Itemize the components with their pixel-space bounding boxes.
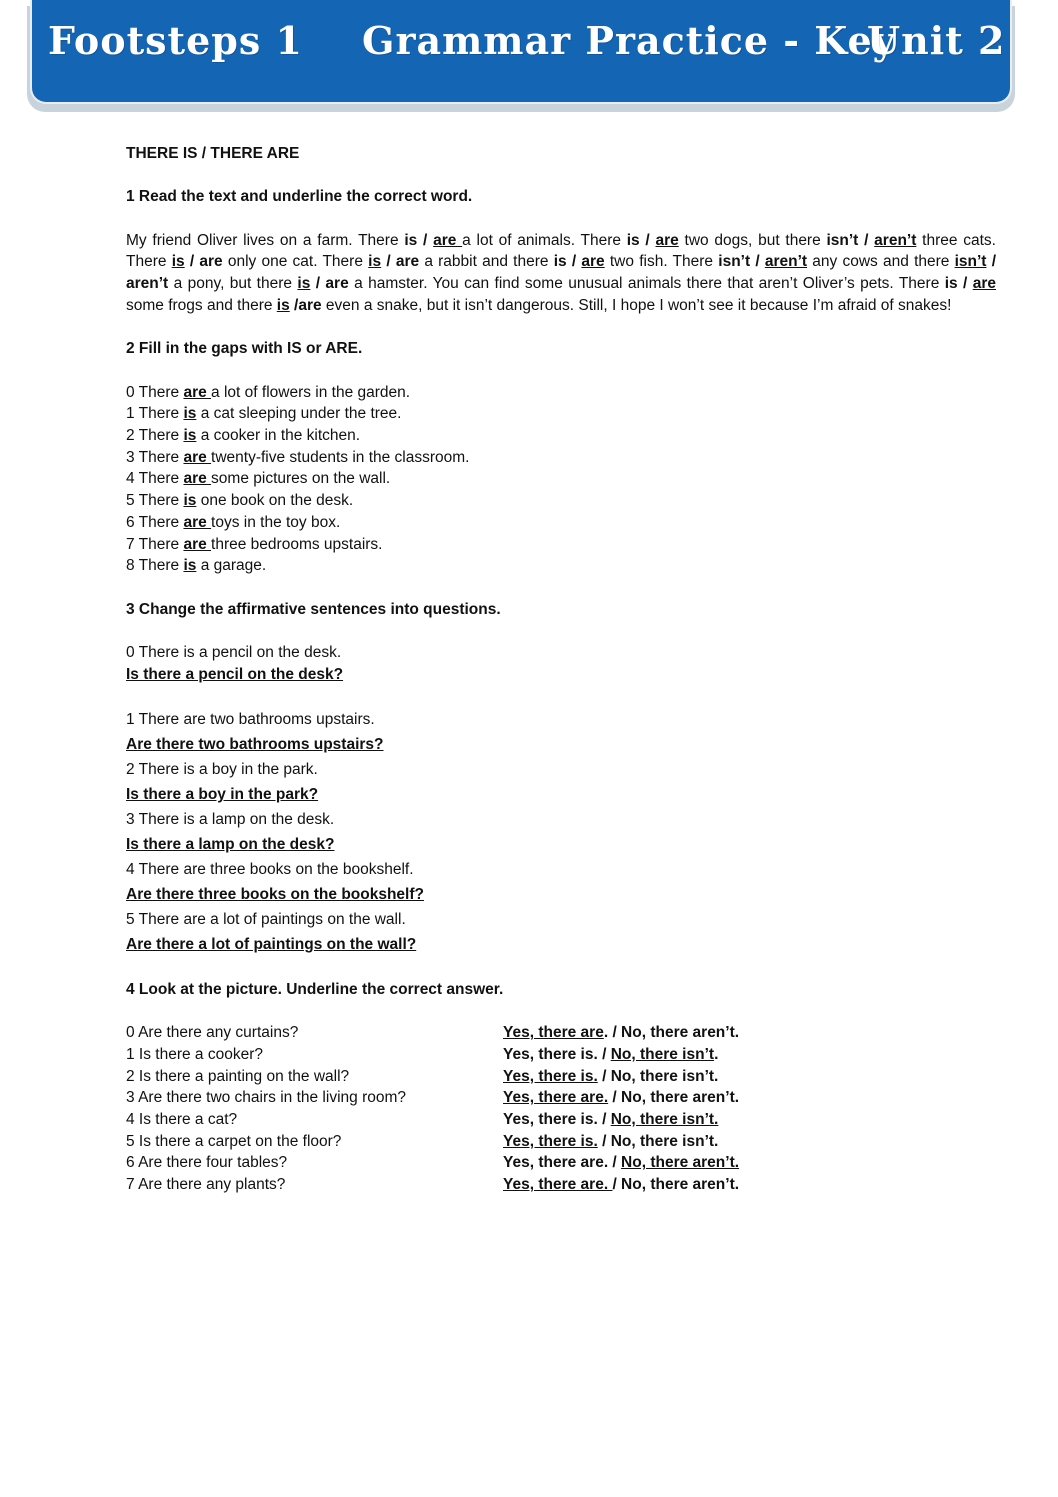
text-segment: a lot of animals. There bbox=[462, 231, 627, 249]
exercise-4-list bbox=[126, 1022, 996, 1196]
text-segment: 4 There bbox=[126, 470, 184, 488]
text-segment: some pictures on the wall. bbox=[211, 470, 391, 488]
answer-segment: No, there isn’t bbox=[610, 1045, 715, 1063]
text-segment: two dogs, but there bbox=[678, 231, 827, 249]
text-segment: one book on the desk. bbox=[196, 492, 354, 510]
list-item bbox=[126, 403, 996, 425]
text-segment: is / bbox=[626, 231, 656, 249]
text-segment: / No, there isn’t. bbox=[597, 1132, 719, 1150]
worksheet-title: Grammar Practice - Key bbox=[362, 18, 896, 63]
exercise-3-list bbox=[126, 707, 996, 957]
answer-segment: is bbox=[183, 405, 197, 423]
exercise-3-example-answer: Is there a pencil on the desk? bbox=[126, 665, 344, 683]
exercise-1-heading: 1 Read the text and underline the correct word. bbox=[126, 188, 473, 206]
answer-row bbox=[126, 1066, 996, 1088]
text-segment: three cats. There bbox=[126, 231, 996, 271]
answer-segment: are bbox=[183, 513, 212, 531]
question-sentence: 5 There are a lot of paintings on the wall. bbox=[126, 911, 406, 929]
answer-row bbox=[126, 1152, 996, 1174]
answer-segment: is bbox=[171, 253, 185, 271]
text-segment: 0 There bbox=[126, 383, 184, 401]
text-segment: / are bbox=[310, 275, 349, 293]
answer-segment: Yes, there is. bbox=[503, 1132, 598, 1150]
book-title: Footsteps 1 bbox=[48, 18, 303, 63]
text-segment: / are bbox=[184, 253, 223, 271]
text-segment: toys in the toy box. bbox=[211, 513, 341, 531]
exercise-1-text bbox=[126, 230, 996, 317]
text-segment: twenty-five students in the classroom. bbox=[211, 448, 470, 466]
picture-question: 5 Is there a carpet on the floor? bbox=[126, 1132, 342, 1150]
picture-question: 1 Is there a cooker? bbox=[126, 1045, 263, 1063]
answer-segment: Yes, there is. bbox=[503, 1067, 598, 1085]
answer-segment: aren’t bbox=[764, 253, 808, 271]
unit-label: Unit 2 bbox=[867, 18, 1006, 63]
question-answer: Is there a boy in the park? bbox=[126, 786, 319, 804]
answer-segment: is bbox=[183, 427, 197, 445]
list-item bbox=[126, 468, 996, 490]
worksheet-content bbox=[126, 143, 996, 1196]
answer-segment: are bbox=[183, 383, 212, 401]
question-answer: Is there a lamp on the desk? bbox=[126, 836, 335, 854]
text-segment: 2 There bbox=[126, 427, 184, 445]
answer-segment: aren’t bbox=[874, 231, 917, 249]
answer-row bbox=[126, 1109, 996, 1131]
question-answer: Are there a lot of paintings on the wall? bbox=[126, 936, 417, 954]
answer-segment: is bbox=[183, 557, 197, 575]
picture-question: 4 Is there a cat? bbox=[126, 1111, 238, 1129]
answer-row bbox=[126, 1087, 996, 1109]
text-segment: . bbox=[714, 1045, 719, 1063]
list-item bbox=[126, 382, 996, 404]
text-segment: two fish. There bbox=[604, 253, 719, 271]
text-segment: /are bbox=[289, 296, 322, 314]
answer-row bbox=[126, 1174, 996, 1196]
text-segment: a cat sleeping under the tree. bbox=[196, 405, 402, 423]
answer-row bbox=[126, 1044, 996, 1066]
answer-segment: No, there isn’t. bbox=[610, 1111, 719, 1129]
answer-segment: are bbox=[581, 253, 605, 271]
text-segment: isn’t / bbox=[718, 253, 765, 271]
answer-segment: is bbox=[297, 275, 311, 293]
text-segment: 1 There bbox=[126, 405, 184, 423]
text-segment: a rabbit and there bbox=[419, 253, 554, 271]
text-segment: only one cat. There bbox=[222, 253, 369, 271]
question-answer: Are there three books on the bookshelf? bbox=[126, 886, 424, 904]
text-segment: a cooker in the kitchen. bbox=[196, 427, 361, 445]
text-segment: 8 There bbox=[126, 557, 184, 575]
text-segment: is / bbox=[404, 231, 434, 249]
text-segment: even a snake, but it isn’t dangerous. Still, I hope I won’t see it because I’m afraid of snakes! bbox=[321, 296, 952, 314]
answer-options bbox=[503, 1109, 718, 1131]
answer-options bbox=[503, 1022, 739, 1044]
answer-options bbox=[503, 1044, 718, 1066]
list-item bbox=[126, 447, 996, 469]
answer-segment: are bbox=[183, 448, 212, 466]
answer-options bbox=[503, 1066, 718, 1088]
text-segment: a hamster. You can find some unusual animals there that aren’t Oliver’s pets. There bbox=[348, 275, 945, 293]
question-sentence: 1 There are two bathrooms upstairs. bbox=[126, 711, 375, 729]
answer-segment: are bbox=[655, 231, 679, 249]
exercise-4-heading: 4 Look at the picture. Underline the correct answer. bbox=[126, 980, 504, 998]
text-segment: any cows and there bbox=[807, 253, 955, 271]
text-segment: Yes, there is. / bbox=[503, 1045, 611, 1063]
text-segment: some frogs and there bbox=[126, 296, 277, 314]
text-segment: three bedrooms upstairs. bbox=[211, 535, 383, 553]
exercise-2-heading: 2 Fill in the gaps with IS or ARE. bbox=[126, 340, 363, 358]
text-segment: a lot of flowers in the garden. bbox=[211, 383, 411, 401]
question-answer: Are there two bathrooms upstairs? bbox=[126, 736, 384, 754]
picture-question: 6 Are there four tables? bbox=[126, 1154, 288, 1172]
question-sentence: 3 There is a lamp on the desk. bbox=[126, 811, 335, 829]
answer-segment: Yes, there are. bbox=[503, 1089, 609, 1107]
text-segment: My friend Oliver lives on a farm. There bbox=[126, 231, 405, 249]
text-segment: 5 There bbox=[126, 492, 184, 510]
answer-segment: are bbox=[433, 231, 463, 249]
text-segment: . / No, there aren’t. bbox=[603, 1024, 740, 1042]
list-item bbox=[126, 534, 996, 556]
picture-question: 7 Are there any plants? bbox=[126, 1176, 286, 1194]
answer-options bbox=[503, 1087, 739, 1109]
text-segment: 3 There bbox=[126, 448, 184, 466]
text-segment: / No, there aren’t. bbox=[608, 1089, 740, 1107]
text-segment: a pony, but there bbox=[168, 275, 298, 293]
text-segment: 7 There bbox=[126, 535, 184, 553]
question-sentence: 2 There is a boy in the park. bbox=[126, 761, 318, 779]
text-segment: / No, there aren’t. bbox=[612, 1176, 740, 1194]
answer-row bbox=[126, 1131, 996, 1153]
answer-segment: are bbox=[972, 275, 996, 293]
answer-segment: Yes, there are bbox=[503, 1024, 604, 1042]
answer-segment: is bbox=[368, 253, 382, 271]
list-item bbox=[126, 490, 996, 512]
exercise-3-example-question: 0 There is a pencil on the desk. bbox=[126, 644, 342, 662]
answer-segment: Yes, there are. bbox=[503, 1176, 613, 1194]
answer-row bbox=[126, 1022, 996, 1044]
question-sentence: 4 There are three books on the bookshelf. bbox=[126, 861, 414, 879]
list-item bbox=[126, 555, 996, 577]
answer-options bbox=[503, 1131, 718, 1153]
answer-segment: isn’t bbox=[954, 253, 987, 271]
text-segment: / are bbox=[381, 253, 420, 271]
text-segment: / aren’t bbox=[126, 253, 996, 293]
answer-segment: are bbox=[183, 470, 212, 488]
list-item bbox=[126, 425, 996, 447]
text-segment: Yes, there are. / bbox=[503, 1154, 622, 1172]
text-segment: a garage. bbox=[196, 557, 267, 575]
text-segment: is / bbox=[553, 253, 582, 271]
text-segment: isn’t / bbox=[826, 231, 875, 249]
exercise-2-list bbox=[126, 382, 996, 577]
picture-question: 2 Is there a painting on the wall? bbox=[126, 1067, 350, 1085]
exercise-3-heading: 3 Change the affirmative sentences into questions. bbox=[126, 600, 501, 618]
list-item bbox=[126, 512, 996, 534]
answer-segment: is bbox=[183, 492, 197, 510]
answer-segment: No, there aren’t. bbox=[621, 1154, 740, 1172]
picture-question: 3 Are there two chairs in the living room? bbox=[126, 1089, 406, 1107]
text-segment: is / bbox=[944, 275, 973, 293]
answer-options bbox=[503, 1174, 739, 1196]
text-segment: / No, there isn’t. bbox=[597, 1067, 719, 1085]
text-segment: Yes, there is. / bbox=[503, 1111, 611, 1129]
answer-segment: are bbox=[183, 535, 212, 553]
text-segment: 6 There bbox=[126, 513, 184, 531]
section-title: THERE IS / THERE ARE bbox=[126, 145, 300, 162]
picture-question: 0 Are there any curtains? bbox=[126, 1024, 299, 1042]
header-banner bbox=[30, 0, 1012, 104]
answer-segment: is bbox=[276, 296, 290, 314]
answer-options bbox=[503, 1152, 739, 1174]
